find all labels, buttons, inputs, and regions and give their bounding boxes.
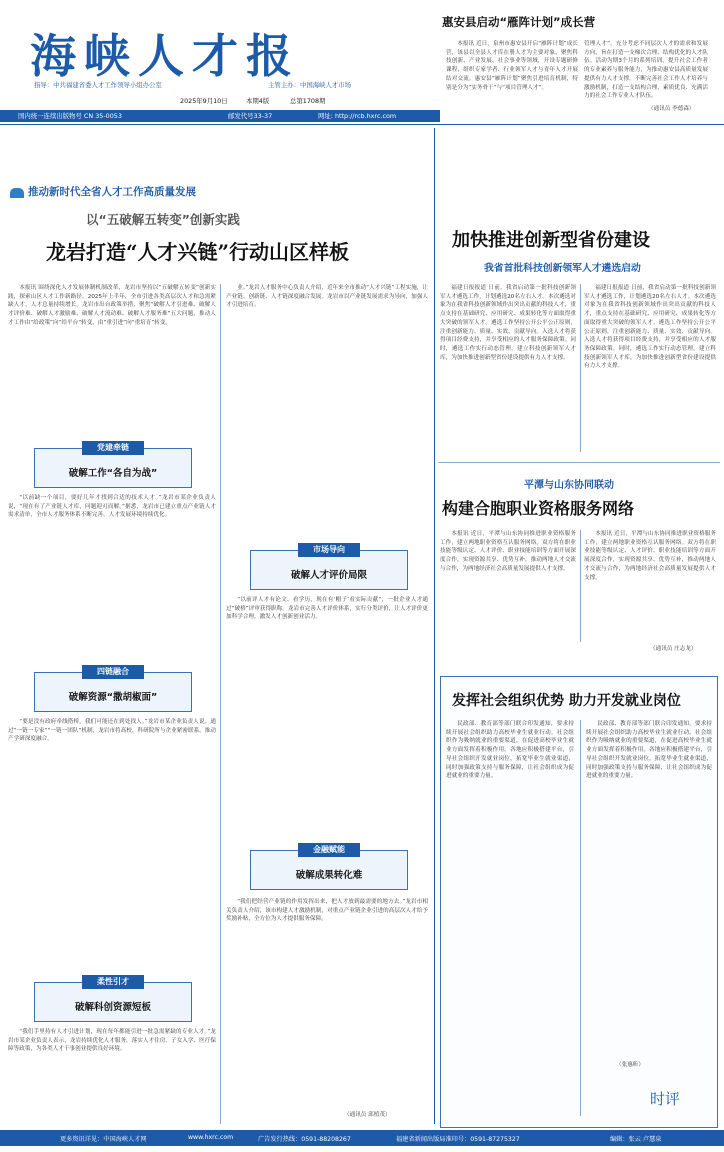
feature-body-a: 福建日报报道 日前，我省启动第一批科技创新领军人才遴选工作，计划遴选20名左右人才。本次遴选对象为在我省科技创新领域作出突出贡献的科技人才，重点支持在基础研究、应用研究、成果转化等方面取得重大突破的领军人才。遴选工作坚持公开公平公正原则，注重创新能力、质量、实效、贡献导向。入选人才将获得项目经费支持，并享受相应的人才服务保障政策。同时，遴选工作实行动态管理，建立科技创新领军人才库，为加快推进创新型省份建设提供有力人才支撑。 bbox=[440, 285, 576, 361]
lead-col1-a: 本报讯 围绕深化人才发展体制机制改革，龙岩市坚持以“五破解五转变”创新实践，探索山区人才工作新路径。2025年上半年，全市引进各类高层次人才和急需紧缺人才，人才总量持续增长。龙岩市出台政策举措，聚焦“破解人才引进难、破解人才评价难、破解人才激励难、破解人才流动难、破解人才服务难”五大问题，推动人才工作由“给政策”向“给平台”转变，由“重引进”向“重培育”转变。 bbox=[8, 285, 216, 326]
subhead-1-tag: 党建牵链 bbox=[82, 441, 144, 455]
opinion-byline: （张惠昕） bbox=[616, 1062, 644, 1068]
pingtan-divider bbox=[580, 530, 581, 642]
top-story-col1: 本报讯 近日，泉州市惠安县开启“雁阵计划”成长营，该县以全县人才库在册人才为主要对象，聚焦科技创新、产业发展、社会事业等领域，开设专题研修课程，组织专家学者、行业领军人才与青年人才开展结对交流。惠安县“雁阵计划”聚焦引进培育机制，特别是分为“实务骨干”与“项目管理人才”。 bbox=[446, 41, 578, 91]
subhead-4-text: 破解成果转化难 bbox=[295, 870, 363, 881]
feature-body-b: 福建日报报道 日前，我省启动第一批科技创新领军人才遴选工作，计划遴选20名左右人才。本次遴选对象为在我省科技创新领域作出突出贡献的科技人才，重点支持在基础研究、应用研究、成果转化等方面取得重大突破的领军人才。遴选工作坚持公开公平公正原则，注重创新能力、质量、实效、贡献导向。入选人才将获得项目经费支持，并享受相应的人才服务保障政策。同时，遴选工作实行动态管理，建立科技创新领军人才库，为加快推进创新型省份建设提供有力人才支撑。 bbox=[584, 285, 716, 370]
pingtan-title: 构建合胞职业资格服务网络 bbox=[442, 499, 635, 518]
rule-top bbox=[0, 124, 724, 125]
lead-col1-d: “我们手里持有人才引进计划，现在每年都能引进一批急需紧缺的专业人才。”龙岩市某企业负责人表示，龙岩持续优化人才服务，落实人才住房、子女入学、医疗保障等政策，为各类人才干事创业提供良好环境。 bbox=[8, 1029, 216, 1053]
subhead-box-2 bbox=[34, 667, 192, 712]
subhead-3-tag: 市场导向 bbox=[298, 543, 360, 557]
subhead-2-tag: 四链融合 bbox=[82, 665, 144, 679]
masthead-guide: 指导：中共福建省委人才工作领导小组办公室 bbox=[34, 81, 162, 89]
subhead-box-3 bbox=[250, 545, 408, 590]
masthead-total: 总第1708期 bbox=[290, 97, 326, 105]
subhead-2-text: 破解资源“撒胡椒面” bbox=[68, 692, 158, 703]
subhead-box-1 bbox=[34, 443, 192, 488]
subhead-5-text: 破解科创资源短板 bbox=[74, 1002, 151, 1013]
info-bar-web: 网址: http://rcb.hxrc.com bbox=[318, 112, 397, 120]
pingtan-byline: （通讯员 庄志龙） bbox=[650, 646, 697, 652]
pingtan-body-a: 本报讯 近日，平潭与山东协同推进职业资格服务工作，建立两地职业资格互认服务网络。双方将在职业技能等级认定、人才评价、职业技能培训等方面开展深度合作，实现资源共享、优势互补，推动两地人才交流与合作，为两地经济社会高质量发展提供人才支撑。 bbox=[440, 531, 576, 572]
subhead-5-tag: 柔性引才 bbox=[82, 975, 144, 989]
top-story-col2: 管理人才”，充分考虑不同层次人才的需求和发展方向，旨在打造一支梯次合理、结构优化的人才队伍。活动为期3个月的系列培训，提升社会工作者的专业素养与服务能力，为推动惠安县高质量发展提供有力人才支撑。不断完善社会工作人才培养与激励机制，打造一支结构合理、素质优良、充满活力的社会工作专业人才队伍。 bbox=[584, 41, 708, 100]
masthead-pages: 本期4版 bbox=[246, 97, 270, 105]
footer-more: 更多资讯详见：中国海峡人才网 bbox=[60, 1136, 147, 1143]
lead-col1-c: “要是没有政府牵线搭桥，我们可能还在到处找人。”龙岩市某企业负责人说。通过“一链一专家”“一链一团队”机制，龙岩市将高校、科研院所与企业紧密联系，推动产学研深度融合。 bbox=[8, 719, 216, 743]
top-story-title: 惠安县启动“雁阵计划”成长营 bbox=[442, 15, 596, 29]
info-bar-pub: 邮发代号33-37 bbox=[228, 112, 273, 120]
feature-rule bbox=[438, 462, 720, 463]
info-bar-cn: 国内统一连续出版物号 CN 35-0053 bbox=[18, 112, 122, 120]
lead-title: 龙岩打造“人才兴链”行动山区样板 bbox=[46, 240, 350, 264]
col-divider-1 bbox=[220, 284, 221, 1124]
pingtan-body-b: 本报讯 近日，平潭与山东协同推进职业资格服务工作，建立两地职业资格互认服务网络。双方将在职业技能等级认定、人才评价、职业技能培训等方面开展深度合作，实现资源共享、优势互补，推动两地人才交流与合作，为两地经济社会高质量发展提供人才支撑。 bbox=[584, 531, 716, 581]
pingtan-kicker: 平潭与山东协同联动 bbox=[524, 480, 614, 491]
footer-permit: 福建省新闻出版局准印号：0591-87275327 bbox=[396, 1136, 520, 1143]
opinion-title: 发挥社会组织优势 助力开发就业岗位 bbox=[452, 693, 681, 709]
subhead-3-text: 破解人才评价局限 bbox=[290, 570, 367, 581]
footer-ad: 广告发行热线：0591-88208267 bbox=[258, 1136, 351, 1143]
feature-title: 加快推进创新型省份建设 bbox=[452, 230, 650, 251]
section-banner: 推动新时代全省人才工作高质量发展 bbox=[28, 186, 196, 198]
subhead-4-tag: 金融赋能 bbox=[298, 843, 360, 857]
lead-kicker: 以“五破解五转变”创新实践 bbox=[86, 212, 240, 227]
masthead-title: 海峡人才报 bbox=[30, 29, 300, 83]
subhead-1-text: 破解工作“各自为战” bbox=[68, 468, 158, 479]
subhead-box-4 bbox=[250, 845, 408, 890]
section-banner-icon bbox=[10, 188, 24, 198]
masthead-date: 2025年9月10日 bbox=[180, 97, 228, 105]
footer-editor: 编辑：张云 卢慧泉 bbox=[610, 1136, 662, 1143]
lead-col2-b: “以前评人才有论文、看学历，现在有‘帽子’看实际贡献”，一批企业人才通过“破格”评审获得职称。龙岩市完善人才评价体系，实行分类评价，让人才评价更加科学合理，激发人才创新创业活力。 bbox=[226, 597, 428, 621]
feature-sub: 我省首批科技创新领军人才遴选启动 bbox=[484, 263, 641, 274]
masthead-sponsor: 主管主办：中国海峡人才市场 bbox=[268, 81, 352, 89]
lead-col1-b: “以前缺一个项目，要好几年才找到合适的技术人才。”龙岩市某企业负责人说，“现在有了产业链人才库，问题迎刃而解。”据悉，龙岩市已建立重点产业链人才需求清单，全市人才服务体系不断完善，人才发展环境持续优化。 bbox=[8, 495, 216, 519]
opinion-tag: 时评 bbox=[650, 1090, 681, 1108]
opinion-divider bbox=[580, 720, 581, 1116]
lead-col2-c: “我们把经营产业链的作用发挥出来，把人才放到最需要的地方去。”龙岩市相关负责人介绍，该市构建人才激励机制，对重点产业链企业引进的高层次人才给予奖励补贴，全方位为人才提供服务保障。 bbox=[226, 899, 428, 923]
feature-divider bbox=[580, 284, 581, 452]
top-story-byline: （通讯员 李德森） bbox=[648, 106, 695, 112]
opinion-body-b: 民政部、教育部等部门联合印发通知，要求持续开展社会组织助力高校毕业生就业行动。社会组织作为吸纳就业的重要渠道，在促进高校毕业生就业方面发挥着积极作用。各地应积极搭建平台，引导社会组织开发就业岗位，拓宽毕业生就业渠道，同时加强政策支持与服务保障，让社会组织成为促进就业的重要力量。 bbox=[586, 721, 712, 780]
col-divider-2 bbox=[434, 128, 435, 1124]
lead-byline: （通讯员 邱植茂） bbox=[344, 1112, 391, 1118]
lead-col2-a: 业。”龙岩人才服务中心负责人介绍，近年来全市推动“人才兴链”工程实施，让产业链、创新链、人才链深度融合发展。龙岩市以产业链发展需求为导向，加强人才引进培育。 bbox=[226, 285, 428, 309]
footer-url: www.hxrc.com bbox=[188, 1134, 234, 1141]
subhead-box-5 bbox=[34, 977, 192, 1022]
opinion-body-a: 民政部、教育部等部门联合印发通知，要求持续开展社会组织助力高校毕业生就业行动。社会组织作为吸纳就业的重要渠道，在促进高校毕业生就业方面发挥着积极作用。各地应积极搭建平台，引导社会组织开发就业岗位，拓宽毕业生就业渠道，同时加强政策支持与服务保障，让社会组织成为促进就业的重要力量。 bbox=[446, 721, 574, 780]
